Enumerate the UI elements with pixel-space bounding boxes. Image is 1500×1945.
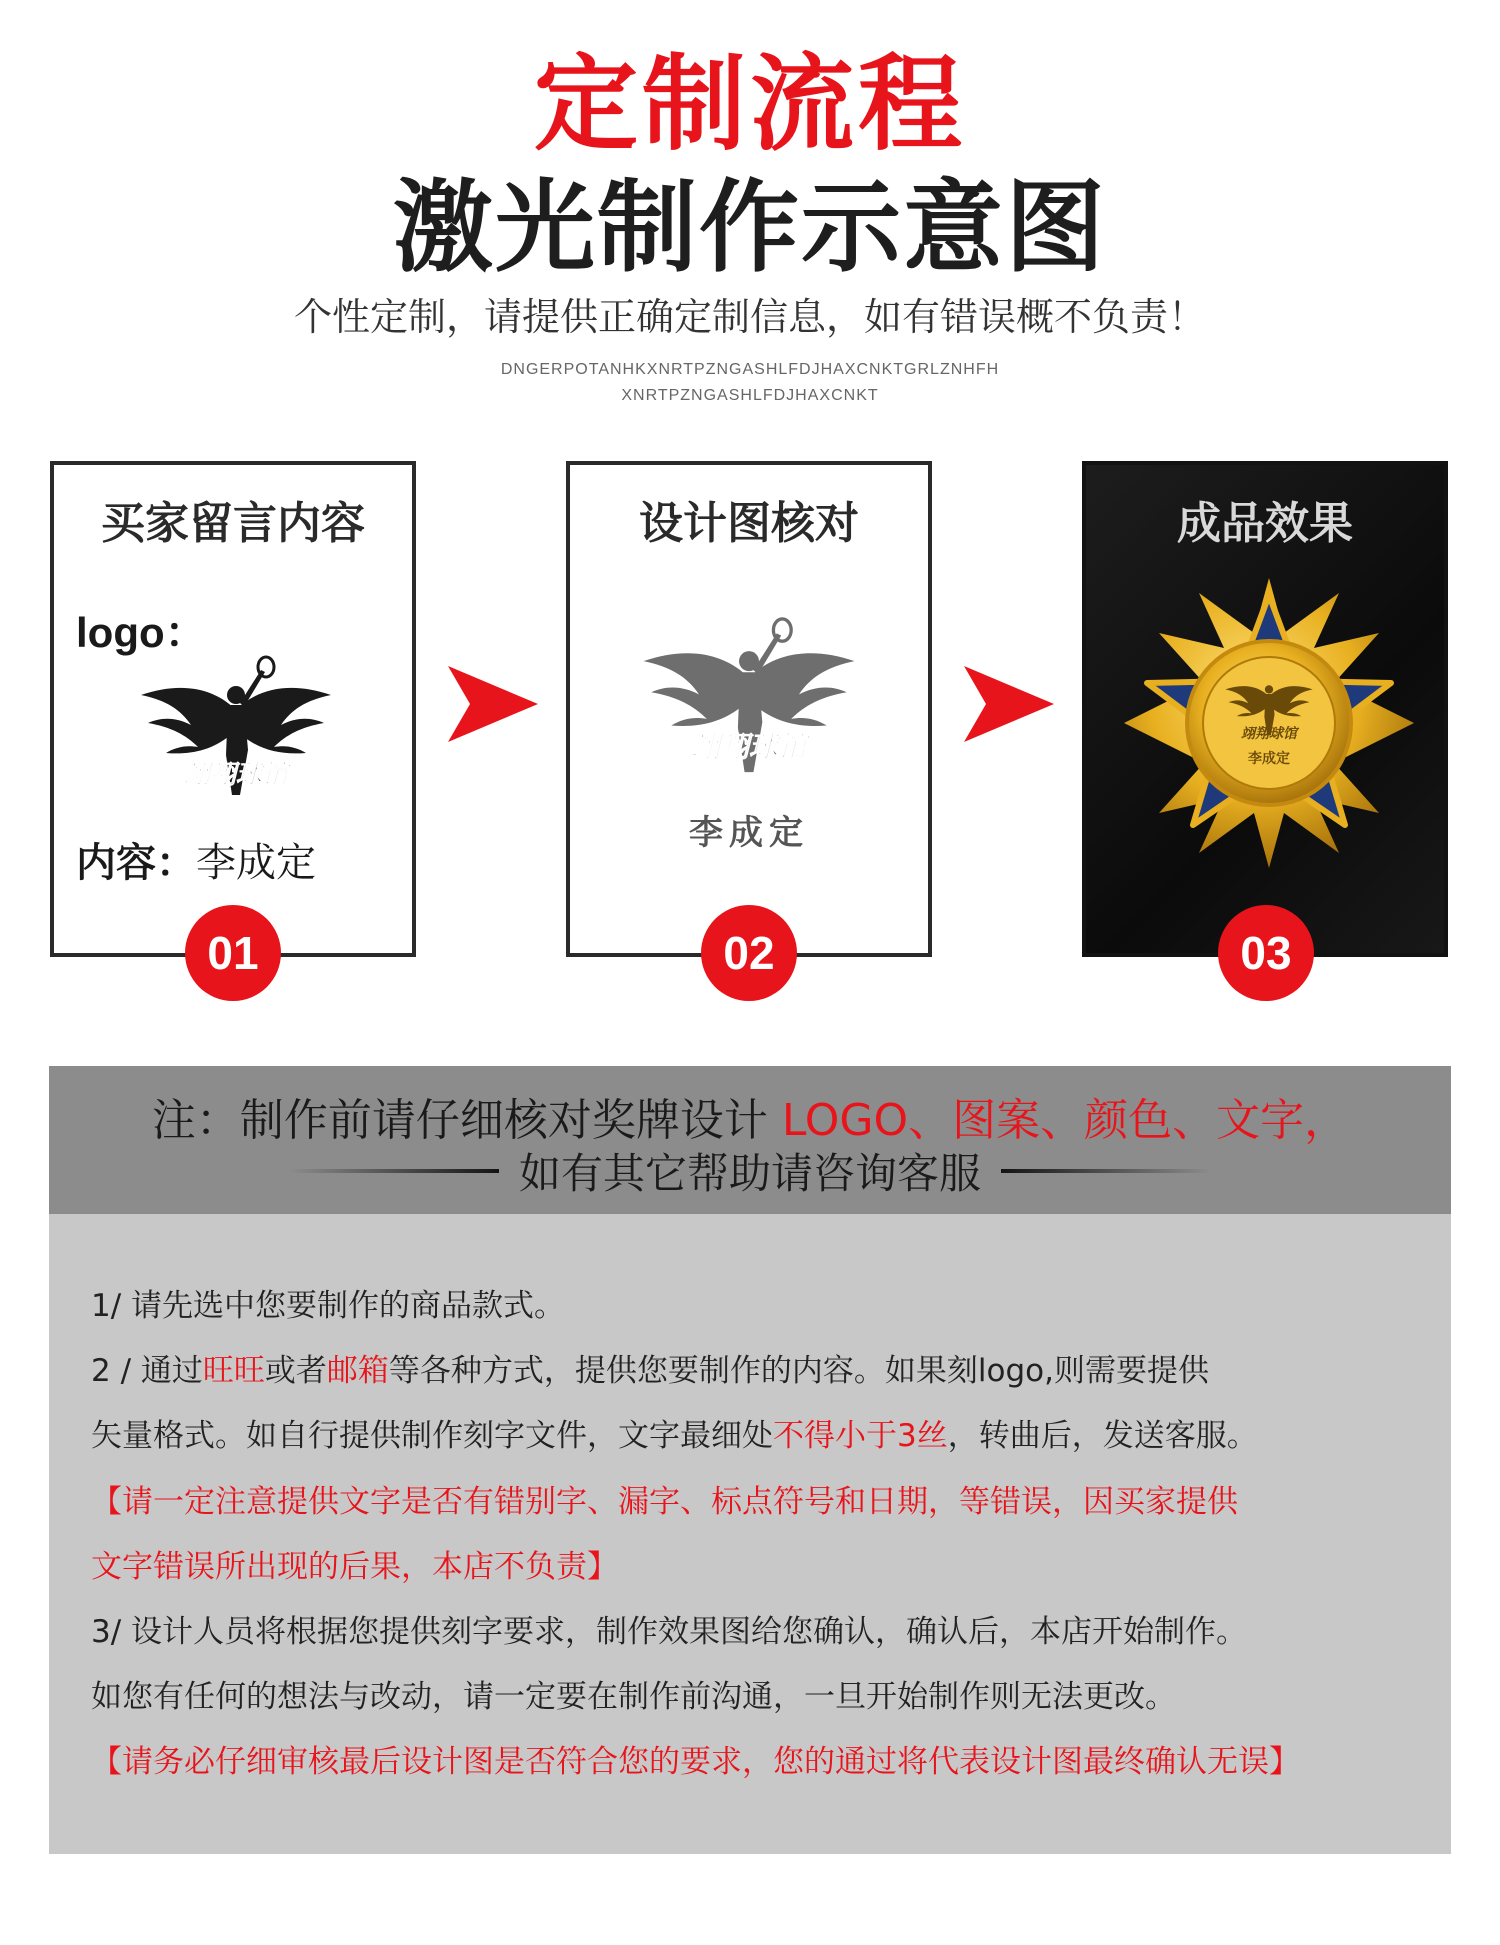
page-subtitle: 激光制作示意图 xyxy=(393,169,1107,286)
instruction-3-highlight: 不得小于3丝 xyxy=(773,1418,948,1454)
divider-left xyxy=(289,1169,499,1173)
step-number-3: 03 xyxy=(1218,905,1314,1001)
note-prefix: 注：制作前请仔细核对奖牌设计 xyxy=(151,1095,782,1146)
content-key: 内容： xyxy=(76,840,196,886)
instruction-2-wangwang: 旺旺 xyxy=(202,1353,265,1389)
instruction-3-text-b: ，转曲后，发送客服。 xyxy=(947,1418,1258,1454)
step-3-box xyxy=(1082,461,1448,957)
instruction-5: 如您有任何的想法与改动，请一定要在制作前沟通，一旦开始制作则无法更改。 xyxy=(91,1679,1176,1715)
warning-3: 【请务必仔细审核最后设计图是否符合您的要求，您的通过将代表设计图最终确认无误】 xyxy=(91,1744,1300,1780)
note-line-2 xyxy=(49,1144,1451,1198)
note-highlight: LOGO、图案、颜色、文字， xyxy=(781,1095,1349,1146)
instruction-2-email: 邮箱 xyxy=(326,1353,389,1389)
star-medal xyxy=(1119,573,1419,873)
instruction-4: 3/ 设计人员将根据您提供刻字要求，制作效果图给您确认，确认后，本店开始制作。 xyxy=(91,1614,1248,1650)
instruction-2-text-c: 等各种方式，提供您要制作的内容。如果刻logo,则需要提供 xyxy=(388,1353,1209,1389)
logo-text: 翊翔球馆 xyxy=(183,760,289,790)
instruction-3 xyxy=(91,1418,1258,1455)
instruction-2-text-b: 或者 xyxy=(264,1353,327,1389)
divider-right xyxy=(1001,1169,1211,1173)
note-header xyxy=(49,1066,1451,1214)
instruction-3-text-a: 矢量格式。如自行提供制作刻字文件，文字最细处 xyxy=(91,1418,773,1454)
logo-text: 翊翔球馆 xyxy=(691,729,807,764)
medal-logo-text: 翊翔球馆 xyxy=(1241,726,1297,742)
warning-2: 文字错误所出现的后果，本店不负责】 xyxy=(91,1549,618,1585)
note-line-1 xyxy=(49,1084,1451,1148)
medal-name: 李成定 xyxy=(1248,751,1290,767)
step-2-title: 设计图核对 xyxy=(639,498,859,549)
instructions-panel xyxy=(49,1214,1451,1854)
content-value: 李成定 xyxy=(196,840,316,886)
step-1-title: 买家留言内容 xyxy=(101,498,365,549)
winged-logo-icon xyxy=(136,655,336,805)
logo-label: logo： xyxy=(76,609,207,656)
engraved-name: 李成定 xyxy=(689,813,809,853)
step-number-1: 01 xyxy=(185,905,281,1001)
note-help-text: 如有其它帮助请咨询客服 xyxy=(518,1149,981,1198)
step-2-box xyxy=(566,461,932,957)
step-1-box xyxy=(50,461,416,957)
tagline: 个性定制，请提供正确定制信息，如有错误概不负责！ xyxy=(293,295,1206,339)
content-line xyxy=(76,831,316,888)
arrow-right-icon xyxy=(448,666,538,742)
instruction-2 xyxy=(91,1353,1209,1390)
step-3-title: 成品效果 xyxy=(1177,498,1353,549)
decorative-english-line-1: DNGERPOTANHKXNRTPZNGASHLFDJHAXCNKTGRLZNHFH xyxy=(500,361,1000,378)
warning-1: 【请一定注意提供文字是否有错别字、漏字、标点符号和日期，等错误，因买家提供 xyxy=(91,1484,1238,1520)
page-title: 定制流程 xyxy=(533,43,966,165)
arrow-right-icon xyxy=(964,666,1054,742)
instruction-2-text-a: 2 / 通过 xyxy=(91,1353,203,1389)
step-number-2: 02 xyxy=(701,905,797,1001)
instruction-1: 1/ 请先选中您要制作的商品款式。 xyxy=(91,1288,566,1324)
winged-logo-icon xyxy=(638,615,860,785)
decorative-english-line-2: XNRTPZNGASHLFDJHAXCNKT xyxy=(621,387,879,404)
